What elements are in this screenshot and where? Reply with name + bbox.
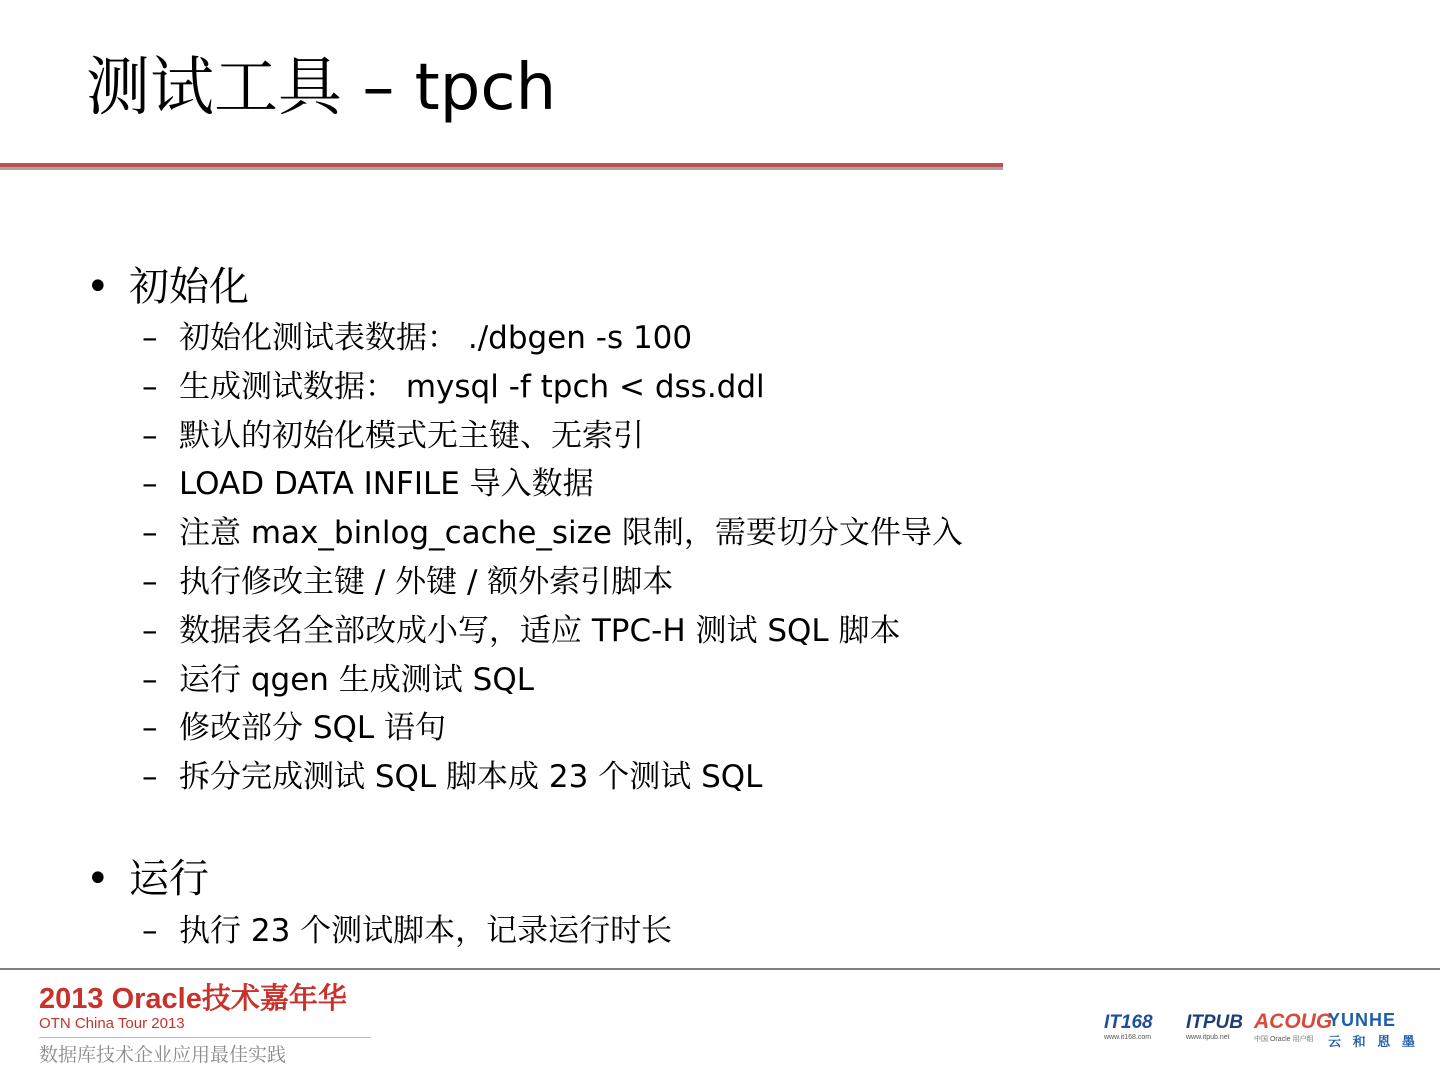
list-item	[142, 412, 963, 461]
acoug-logo: ACOUG 中国 Oracle 用户组	[1254, 1010, 1333, 1043]
footer-subtitle: OTN China Tour 2013	[39, 1015, 185, 1032]
list-item	[142, 363, 963, 412]
list-item	[142, 753, 963, 802]
yunhe-logo: YUNHE 云 和 恩 墨	[1328, 1010, 1419, 1049]
footer-divider	[0, 968, 1440, 970]
footer-brand: 2013 Oracle技术嘉年华	[39, 983, 347, 1015]
init-steps-list	[142, 314, 963, 802]
list-item-text: 默认的初始化模式无主键、无索引	[179, 417, 644, 454]
list-item-text: LOAD DATA INFILE 导入数据	[179, 466, 594, 503]
list-item-text: 执行 23 个测试脚本，记录运行时长	[179, 913, 673, 949]
dash-marker: –	[142, 320, 158, 356]
bullet-marker: •	[86, 856, 110, 902]
list-item-text: 注意 max_binlog_cache_size 限制，需要切分文件导入	[179, 515, 963, 552]
section-heading-text: 初始化	[129, 264, 249, 310]
list-item-text: 拆分完成测试 SQL 脚本成 23 个测试 SQL	[179, 759, 763, 796]
list-item	[142, 558, 963, 607]
dash-marker: –	[142, 612, 158, 649]
it168-logo: IT168 www.it168.com	[1104, 1012, 1153, 1041]
itpub-logo: ITPUB www.itpub.net	[1186, 1012, 1243, 1041]
list-item	[142, 656, 963, 705]
bullet-marker: •	[86, 264, 110, 310]
list-item-text: 执行修改主键 / 外键 / 额外索引脚本	[179, 563, 674, 600]
footer-separator	[39, 1037, 371, 1038]
section-heading-init	[86, 262, 249, 312]
list-item-text: 初始化测试表数据： ./dbgen -s 100	[179, 320, 693, 356]
list-item	[142, 460, 963, 509]
slide-title: 测试工具 – tpch	[86, 51, 557, 125]
dash-marker: –	[142, 417, 158, 454]
list-item-text: 修改部分 SQL 语句	[179, 710, 447, 747]
sponsor-logos	[1104, 1008, 1419, 1049]
dash-marker: –	[142, 515, 158, 552]
list-item	[142, 704, 963, 753]
dash-marker: –	[142, 710, 158, 747]
section-heading-text: 运行	[129, 856, 209, 902]
list-item-text: 生成测试数据： mysql -f tpch < dss.ddl	[179, 368, 765, 405]
run-steps-list	[142, 907, 672, 956]
dash-marker: –	[142, 913, 158, 949]
dash-marker: –	[142, 759, 158, 796]
list-item	[142, 607, 963, 656]
dash-marker: –	[142, 661, 158, 698]
list-item	[142, 509, 963, 558]
section-heading-run	[86, 854, 209, 904]
list-item-text: 运行 qgen 生成测试 SQL	[179, 661, 534, 698]
dash-marker: –	[142, 466, 158, 503]
list-item	[142, 314, 963, 363]
list-item-text: 数据表名全部改成小写，适应 TPC-H 测试 SQL 脚本	[179, 612, 901, 649]
footer-tagline: 数据库技术企业应用最佳实践	[39, 1045, 287, 1066]
list-item	[142, 907, 672, 956]
dash-marker: –	[142, 563, 158, 600]
dash-marker: –	[142, 368, 158, 405]
title-divider	[0, 163, 1003, 170]
